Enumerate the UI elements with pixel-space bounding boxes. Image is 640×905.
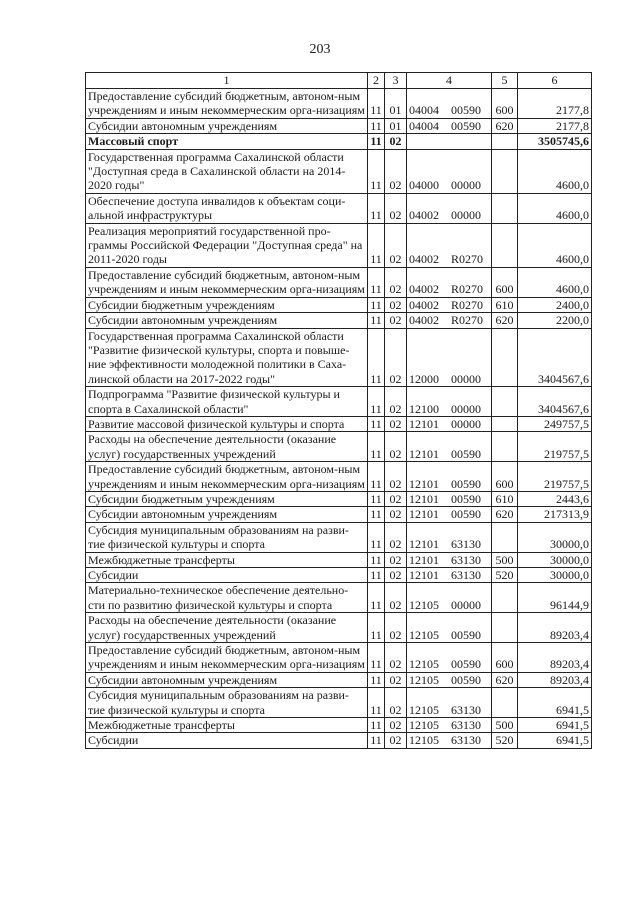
table-row bbox=[86, 688, 592, 718]
header-col-3: 3 bbox=[385, 73, 407, 89]
row-target-direction: 63130 bbox=[451, 702, 481, 717]
row-subsection: 02 bbox=[385, 718, 407, 733]
row-target-article bbox=[407, 118, 492, 133]
table-row bbox=[86, 416, 592, 431]
table-row bbox=[86, 672, 592, 687]
row-name: Субсидии автономным учреждениям bbox=[86, 672, 368, 687]
row-name: Субсидии автономным учреждениям bbox=[86, 313, 368, 328]
row-target-program: 12105 bbox=[409, 718, 439, 733]
row-name: Субсидии bbox=[86, 733, 368, 748]
row-amount: 89203,4 bbox=[518, 643, 592, 673]
row-amount: 2443,6 bbox=[518, 491, 592, 506]
row-target-article bbox=[407, 718, 492, 733]
row-name: Обеспечение доступа инвалидов к объектам соци-альной инфраструктуры bbox=[86, 193, 368, 223]
row-amount: 219757,5 bbox=[518, 432, 592, 462]
row-expense-type bbox=[492, 688, 518, 718]
row-subsection: 01 bbox=[385, 118, 407, 133]
row-target-direction: 63130 bbox=[451, 733, 481, 748]
row-amount: 2177,8 bbox=[518, 89, 592, 119]
row-target-direction: 00590 bbox=[451, 118, 481, 133]
row-target-direction: 00000 bbox=[451, 178, 481, 193]
row-target-program: 04002 bbox=[409, 208, 439, 223]
table-row bbox=[86, 507, 592, 522]
table-row bbox=[86, 613, 592, 643]
row-subsection: 02 bbox=[385, 387, 407, 417]
row-target-direction: R0270 bbox=[451, 252, 484, 267]
row-target-article bbox=[407, 552, 492, 567]
row-name: Массовый спорт bbox=[86, 134, 368, 149]
row-target-program: 12101 bbox=[409, 507, 439, 522]
row-name: Межбюджетные трансферты bbox=[86, 718, 368, 733]
page-number: 203 bbox=[309, 42, 331, 57]
row-name: Материально-техническое обеспечение деятельно-сти по развитию физической культуры и спорта bbox=[86, 583, 368, 613]
row-target-program: 04002 bbox=[409, 252, 439, 267]
row-target-article bbox=[407, 432, 492, 462]
row-expense-type bbox=[492, 328, 518, 387]
row-target-article bbox=[407, 89, 492, 119]
row-target-program: 04002 bbox=[409, 313, 439, 328]
row-name: Государственная программа Сахалинской области "Развитие физической культуры, спорта и повыше-ние эффективности молодежной политики в Саха-линской области на 2017-2022 годы" bbox=[86, 328, 368, 387]
table-row bbox=[86, 134, 592, 149]
row-name: Расходы на обеспечение деятельности (оказание услуг) государственных учреждений bbox=[86, 432, 368, 462]
row-expense-type: 620 bbox=[492, 672, 518, 687]
row-amount: 96144,9 bbox=[518, 583, 592, 613]
row-section: 11 bbox=[368, 89, 385, 119]
row-target-program: 04002 bbox=[409, 297, 439, 312]
row-name: Развитие массовой физической культуры и спорта bbox=[86, 416, 368, 431]
row-expense-type bbox=[492, 193, 518, 223]
row-amount: 219757,5 bbox=[518, 462, 592, 492]
row-amount: 4600,0 bbox=[518, 267, 592, 297]
header-col-6: 6 bbox=[518, 73, 592, 89]
table-row bbox=[86, 733, 592, 748]
row-subsection: 02 bbox=[385, 432, 407, 462]
row-expense-type: 610 bbox=[492, 491, 518, 506]
row-target-program: 12100 bbox=[409, 401, 439, 416]
row-target-direction: 63130 bbox=[451, 718, 481, 733]
row-target-program: 04004 bbox=[409, 103, 439, 118]
row-amount: 89203,4 bbox=[518, 672, 592, 687]
row-target-article bbox=[407, 613, 492, 643]
row-name: Субсидии bbox=[86, 568, 368, 583]
row-name: Субсидии бюджетным учреждениям bbox=[86, 491, 368, 506]
row-section: 11 bbox=[368, 643, 385, 673]
row-target-direction: 00590 bbox=[451, 446, 481, 461]
row-subsection: 02 bbox=[385, 688, 407, 718]
row-target-program: 04004 bbox=[409, 118, 439, 133]
row-expense-type bbox=[492, 149, 518, 193]
row-amount: 3404567,6 bbox=[518, 387, 592, 417]
row-subsection: 02 bbox=[385, 149, 407, 193]
row-target-article bbox=[407, 267, 492, 297]
table-row bbox=[86, 583, 592, 613]
table-row bbox=[86, 149, 592, 193]
row-target-program: 12101 bbox=[409, 491, 439, 506]
row-section: 11 bbox=[368, 118, 385, 133]
row-amount: 6941,5 bbox=[518, 733, 592, 748]
row-target-article bbox=[407, 733, 492, 748]
row-section: 11 bbox=[368, 568, 385, 583]
row-target-direction: 00590 bbox=[451, 672, 481, 687]
row-name: Предоставление субсидий бюджетным, автоном-ным учреждениям и иным некоммерческим орга-низациям bbox=[86, 89, 368, 119]
row-target-direction: R0270 bbox=[451, 282, 484, 297]
header-col-1: 1 bbox=[86, 73, 368, 89]
row-target-direction: 00000 bbox=[451, 401, 481, 416]
row-target-article bbox=[407, 672, 492, 687]
table-row bbox=[86, 313, 592, 328]
row-target-program: 12105 bbox=[409, 657, 439, 672]
row-target-article bbox=[407, 149, 492, 193]
table-row bbox=[86, 387, 592, 417]
row-name: Субсидия муниципальным образованиям на разви-тие физической культуры и спорта bbox=[86, 688, 368, 718]
row-amount: 2177,8 bbox=[518, 118, 592, 133]
row-target-program: 12101 bbox=[409, 476, 439, 491]
row-subsection: 02 bbox=[385, 328, 407, 387]
table-row bbox=[86, 462, 592, 492]
row-target-program: 12000 bbox=[409, 371, 439, 386]
row-expense-type: 520 bbox=[492, 733, 518, 748]
row-section: 11 bbox=[368, 552, 385, 567]
row-expense-type: 600 bbox=[492, 267, 518, 297]
table-row bbox=[86, 552, 592, 567]
row-amount: 217313,9 bbox=[518, 507, 592, 522]
row-target-direction: 00590 bbox=[451, 657, 481, 672]
row-target-article bbox=[407, 223, 492, 267]
table-row bbox=[86, 297, 592, 312]
table-header-row bbox=[86, 73, 592, 89]
row-expense-type bbox=[492, 387, 518, 417]
row-name: Предоставление субсидий бюджетным, автоном-ным учреждениям и иным некоммерческим орга-низациям bbox=[86, 462, 368, 492]
row-subsection: 02 bbox=[385, 223, 407, 267]
row-target-article bbox=[407, 297, 492, 312]
row-target-program: 12105 bbox=[409, 702, 439, 717]
row-amount: 2400,0 bbox=[518, 297, 592, 312]
row-subsection: 02 bbox=[385, 733, 407, 748]
row-target-article bbox=[407, 491, 492, 506]
row-amount: 6941,5 bbox=[518, 688, 592, 718]
row-amount: 4600,0 bbox=[518, 223, 592, 267]
row-target-article bbox=[407, 387, 492, 417]
row-expense-type bbox=[492, 583, 518, 613]
row-amount: 3505745,6 bbox=[518, 134, 592, 149]
header-col-2: 2 bbox=[368, 73, 385, 89]
table-row bbox=[86, 491, 592, 506]
row-section: 11 bbox=[368, 149, 385, 193]
row-target-direction: 00590 bbox=[451, 476, 481, 491]
row-amount: 89203,4 bbox=[518, 613, 592, 643]
row-subsection: 02 bbox=[385, 297, 407, 312]
row-subsection: 02 bbox=[385, 267, 407, 297]
row-name: Предоставление субсидий бюджетным, автоном-ным учреждениям и иным некоммерческим орга-низациям bbox=[86, 643, 368, 673]
budget-table bbox=[85, 72, 592, 749]
row-target-direction: 00590 bbox=[451, 507, 481, 522]
row-expense-type: 620 bbox=[492, 507, 518, 522]
row-section: 11 bbox=[368, 672, 385, 687]
row-subsection: 02 bbox=[385, 507, 407, 522]
row-section: 11 bbox=[368, 134, 385, 149]
row-amount: 30000,0 bbox=[518, 568, 592, 583]
row-amount: 4600,0 bbox=[518, 193, 592, 223]
table-row bbox=[86, 89, 592, 119]
row-subsection: 02 bbox=[385, 313, 407, 328]
row-target-direction: 63130 bbox=[451, 568, 481, 582]
row-name: Подпрограмма "Развитие физической культуры и спорта в Сахалинской области" bbox=[86, 387, 368, 417]
row-expense-type: 500 bbox=[492, 552, 518, 567]
row-section: 11 bbox=[368, 583, 385, 613]
row-section: 11 bbox=[368, 613, 385, 643]
table-row bbox=[86, 522, 592, 552]
table-row bbox=[86, 193, 592, 223]
row-target-article bbox=[407, 643, 492, 673]
row-section: 11 bbox=[368, 297, 385, 312]
row-target-article bbox=[407, 688, 492, 718]
row-amount: 4600,0 bbox=[518, 149, 592, 193]
row-expense-type bbox=[492, 416, 518, 431]
row-target-program: 04002 bbox=[409, 282, 439, 297]
row-name: Межбюджетные трансферты bbox=[86, 552, 368, 567]
row-section: 11 bbox=[368, 507, 385, 522]
row-target-program: 04000 bbox=[409, 178, 439, 193]
row-name: Субсидии бюджетным учреждениям bbox=[86, 297, 368, 312]
row-amount: 249757,5 bbox=[518, 416, 592, 431]
row-name: Субсидия муниципальным образованиям на разви-тие физической культуры и спорта bbox=[86, 522, 368, 552]
row-expense-type: 500 bbox=[492, 718, 518, 733]
row-amount: 6941,5 bbox=[518, 718, 592, 733]
row-section: 11 bbox=[368, 688, 385, 718]
row-subsection: 02 bbox=[385, 552, 407, 567]
row-target-direction: 00000 bbox=[451, 416, 481, 431]
row-target-program: 12101 bbox=[409, 446, 439, 461]
row-section: 11 bbox=[368, 193, 385, 223]
row-amount: 3404567,6 bbox=[518, 328, 592, 387]
row-name: Субсидии автономным учреждениям bbox=[86, 507, 368, 522]
row-name: Предоставление субсидий бюджетным, автоном-ным учреждениям и иным некоммерческим орга-низациям bbox=[86, 267, 368, 297]
row-target-direction: 63130 bbox=[451, 552, 481, 567]
header-col-5: 5 bbox=[492, 73, 518, 89]
row-target-program: 12105 bbox=[409, 597, 439, 612]
row-subsection: 02 bbox=[385, 416, 407, 431]
row-subsection: 02 bbox=[385, 134, 407, 149]
row-expense-type bbox=[492, 522, 518, 552]
row-target-article bbox=[407, 462, 492, 492]
row-subsection: 02 bbox=[385, 672, 407, 687]
row-subsection: 02 bbox=[385, 462, 407, 492]
row-expense-type: 600 bbox=[492, 643, 518, 673]
row-section: 11 bbox=[368, 432, 385, 462]
row-section: 11 bbox=[368, 462, 385, 492]
row-section: 11 bbox=[368, 223, 385, 267]
table-row bbox=[86, 568, 592, 583]
row-name: Реализация мероприятий государственной про-граммы Российской Федерации "Доступная среда" на 2011-2020 годы bbox=[86, 223, 368, 267]
row-target-direction: 00000 bbox=[451, 597, 481, 612]
row-subsection: 02 bbox=[385, 193, 407, 223]
header-col-4: 4 bbox=[407, 73, 492, 89]
row-section: 11 bbox=[368, 387, 385, 417]
row-target-article bbox=[407, 507, 492, 522]
row-section: 11 bbox=[368, 522, 385, 552]
row-subsection: 02 bbox=[385, 568, 407, 583]
row-target-program: 12101 bbox=[409, 552, 439, 567]
table-row bbox=[86, 432, 592, 462]
row-amount: 30000,0 bbox=[518, 552, 592, 567]
row-section: 11 bbox=[368, 733, 385, 748]
row-amount: 2200,0 bbox=[518, 313, 592, 328]
table-row bbox=[86, 328, 592, 387]
row-name: Субсидии автономным учреждениям bbox=[86, 118, 368, 133]
row-expense-type bbox=[492, 613, 518, 643]
row-target-program: 12101 bbox=[409, 416, 439, 431]
table-row bbox=[86, 223, 592, 267]
row-subsection: 02 bbox=[385, 491, 407, 506]
row-expense-type: 610 bbox=[492, 297, 518, 312]
row-target-program: 12105 bbox=[409, 672, 439, 687]
row-name: Государственная программа Сахалинской области "Доступная среда в Сахалинской области на 2014-2020 годы" bbox=[86, 149, 368, 193]
row-target-article bbox=[407, 522, 492, 552]
row-section: 11 bbox=[368, 267, 385, 297]
row-target-article bbox=[407, 193, 492, 223]
row-target-article bbox=[407, 328, 492, 387]
row-subsection: 02 bbox=[385, 643, 407, 673]
row-target-direction: 00590 bbox=[451, 491, 481, 506]
table-row bbox=[86, 118, 592, 133]
table-row bbox=[86, 643, 592, 673]
row-section: 11 bbox=[368, 718, 385, 733]
row-subsection: 01 bbox=[385, 89, 407, 119]
row-target-direction: 00000 bbox=[451, 371, 481, 386]
row-section: 11 bbox=[368, 313, 385, 328]
row-expense-type: 600 bbox=[492, 462, 518, 492]
row-subsection: 02 bbox=[385, 613, 407, 643]
table-row bbox=[86, 267, 592, 297]
row-target-direction: 00000 bbox=[451, 208, 481, 223]
row-subsection: 02 bbox=[385, 522, 407, 552]
row-target-direction: 63130 bbox=[451, 537, 481, 552]
row-target-direction: R0270 bbox=[451, 297, 484, 312]
row-name: Расходы на обеспечение деятельности (оказание услуг) государственных учреждений bbox=[86, 613, 368, 643]
row-subsection: 02 bbox=[385, 583, 407, 613]
table-row bbox=[86, 718, 592, 733]
row-target-direction: 00590 bbox=[451, 103, 481, 118]
row-target-article bbox=[407, 313, 492, 328]
row-expense-type: 600 bbox=[492, 89, 518, 119]
row-target-article bbox=[407, 583, 492, 613]
row-section: 11 bbox=[368, 491, 385, 506]
row-target-program: 12105 bbox=[409, 733, 439, 748]
row-expense-type: 620 bbox=[492, 118, 518, 133]
row-target-article bbox=[407, 568, 492, 583]
row-target-program: 12101 bbox=[409, 568, 439, 582]
row-amount: 30000,0 bbox=[518, 522, 592, 552]
row-section: 11 bbox=[368, 416, 385, 431]
row-target-direction: 00590 bbox=[451, 627, 481, 642]
row-target-article bbox=[407, 134, 492, 149]
row-expense-type bbox=[492, 223, 518, 267]
row-section: 11 bbox=[368, 328, 385, 387]
row-expense-type: 520 bbox=[492, 568, 518, 583]
row-target-article bbox=[407, 416, 492, 431]
row-target-program: 12105 bbox=[409, 627, 439, 642]
row-expense-type bbox=[492, 432, 518, 462]
row-target-program: 12101 bbox=[409, 537, 439, 552]
row-expense-type bbox=[492, 134, 518, 149]
row-expense-type: 620 bbox=[492, 313, 518, 328]
row-target-direction: R0270 bbox=[451, 313, 484, 328]
